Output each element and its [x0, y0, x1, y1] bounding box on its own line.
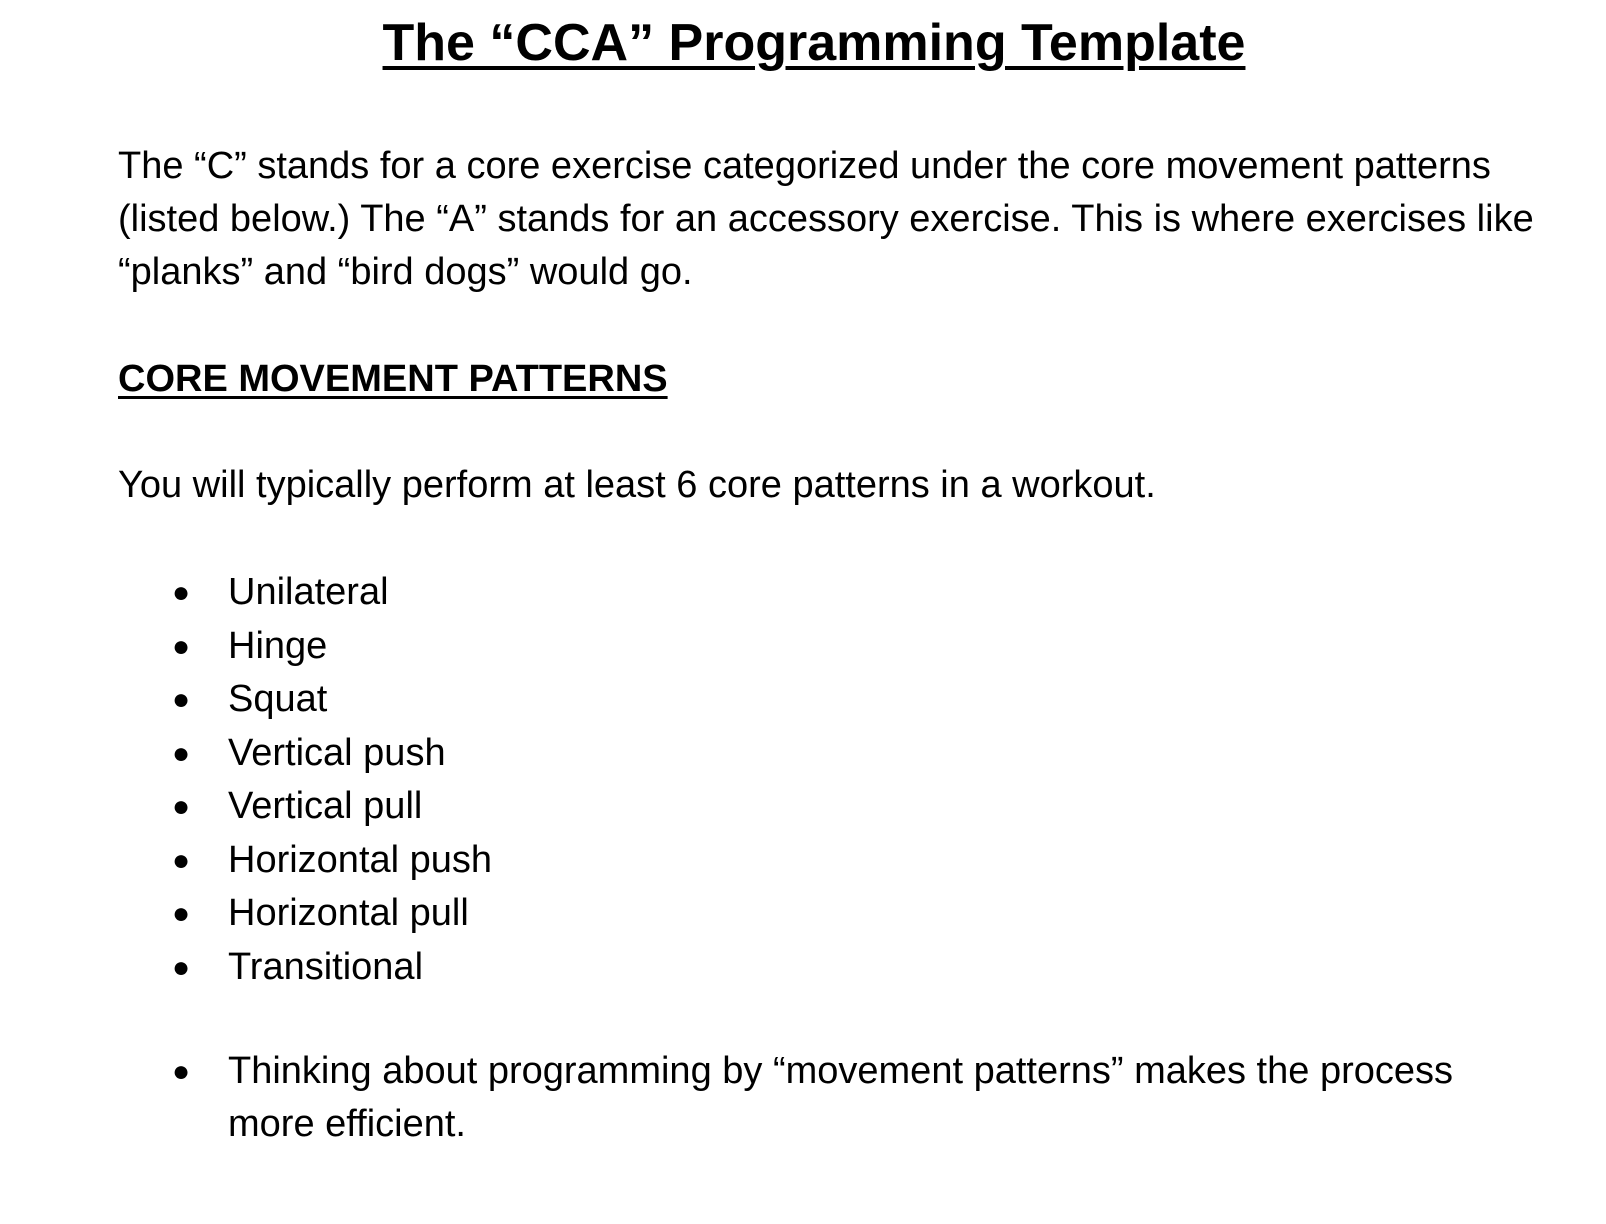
list-item — [172, 834, 492, 888]
note-text: Thinking about programming by “movement patterns” makes the process more efficient. — [228, 1050, 1453, 1145]
bullet-icon: ● — [172, 897, 191, 930]
pattern-label: Squat — [228, 678, 328, 720]
bullet-icon: ● — [172, 736, 191, 770]
pattern-label: Horizontal push — [228, 838, 493, 881]
bullet-icon: ● — [172, 790, 191, 823]
pattern-label: Vertical push — [228, 731, 446, 774]
bullet-icon: ● — [172, 576, 191, 609]
page-title: The “CCA” Programming Template — [382, 14, 1246, 72]
bullet-icon: ● — [172, 683, 191, 716]
list-item — [172, 673, 492, 727]
notes-list — [172, 1045, 1472, 1151]
list-item — [172, 727, 492, 781]
list-item — [172, 566, 492, 620]
bullet-icon: ● — [172, 1055, 191, 1088]
list-item — [172, 941, 492, 995]
lead-paragraph: You will typically perform at least 6 core patterns in a workout. — [118, 464, 1156, 506]
pattern-label: Vertical pull — [228, 785, 423, 827]
pattern-label: Unilateral — [228, 571, 389, 613]
pattern-label: Hinge — [228, 624, 328, 667]
pattern-label: Transitional — [228, 945, 424, 988]
pattern-label: Horizontal pull — [228, 892, 469, 934]
list-item — [172, 887, 492, 941]
movement-patterns-list — [172, 566, 492, 994]
section-heading: CORE MOVEMENT PATTERNS — [118, 358, 668, 400]
list-item — [172, 780, 492, 834]
bullet-icon: ● — [172, 950, 191, 984]
list-item — [172, 620, 492, 674]
intro-paragraph: The “C” stands for a core exercise categorized under the core movement patterns (listed below.) The “A” stands for an accessory exercise. This is where exercises like “planks” and “bird dogs” would go. — [118, 145, 1534, 293]
list-item — [172, 1045, 1472, 1151]
bullet-icon: ● — [172, 843, 191, 877]
bullet-icon: ● — [172, 629, 191, 663]
